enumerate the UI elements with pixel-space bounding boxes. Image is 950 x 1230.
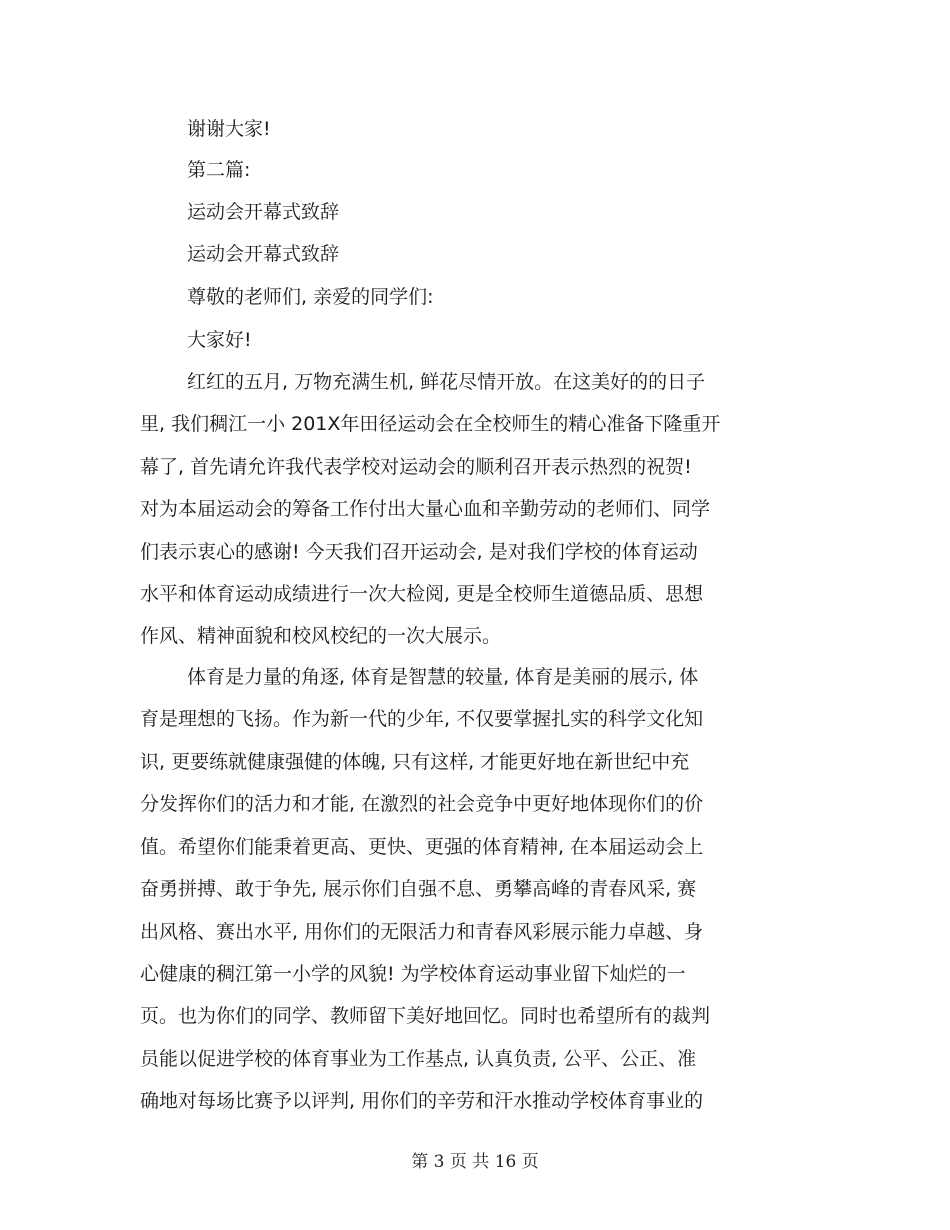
text-line: 尊敬的老师们, 亲爱的同学们: bbox=[187, 286, 434, 308]
text-line: 识, 更要练就健康强健的体魄, 只有这样, 才能更好地在新世纪中充 bbox=[140, 751, 690, 773]
text-line: 们表示衷心的感谢! 今天我们召开运动会, 是对我们学校的体育运动 bbox=[140, 541, 698, 563]
text-line: 分发挥你们的活力和才能, 在激烈的社会竞争中更好地体现你们的价 bbox=[140, 793, 704, 815]
text-line: 里, 我们稠江一小 201X年田径运动会在全校师生的精心准备下隆重开 bbox=[140, 413, 721, 435]
text-line: 水平和体育运动成绩进行一次大检阅, 更是全校师生道德品质、思想 bbox=[140, 583, 704, 605]
text-line: 第二篇: bbox=[187, 159, 251, 181]
text-line: 奋勇拼搏、敢于争先, 展示你们自强不息、勇攀高峰的青春风采, 赛 bbox=[140, 878, 697, 900]
text-line: 确地对每场比赛予以评判, 用你们的辛劳和汗水推动学校体育事业的 bbox=[140, 1090, 704, 1112]
text-line: 员能以促进学校的体育事业为工作基点, 认真负责, 公平、公正、准 bbox=[140, 1048, 697, 1070]
text-line: 体育是力量的角逐, 体育是智慧的较量, 体育是美丽的展示, 体 bbox=[187, 666, 699, 688]
text-line: 出风格、赛出水平, 用你们的无限活力和青春风彩展示能力卓越、身 bbox=[140, 921, 704, 943]
text-line: 红红的五月, 万物充满生机, 鲜花尽情开放。在这美好的的日子 bbox=[187, 371, 706, 393]
text-line: 大家好! bbox=[187, 329, 252, 351]
text-line: 心健康的稠江第一小学的风貌! 为学校体育运动事业留下灿烂的一 bbox=[140, 963, 686, 985]
text-line: 作风、精神面貌和校风校纪的一次大展示。 bbox=[140, 625, 502, 647]
text-line: 幕了, 首先请允许我代表学校对运动会的顺利召开表示热烈的祝贺! bbox=[140, 456, 692, 478]
text-line: 育是理想的飞扬。作为新一代的少年, 不仅要掌握扎实的科学文化知 bbox=[140, 708, 704, 730]
page-number-footer: 第 3 页 共 16 页 bbox=[411, 1152, 539, 1172]
text-line: 谢谢大家! bbox=[187, 118, 271, 140]
text-line: 运动会开幕式致辞 bbox=[187, 243, 340, 265]
text-line: 页。也为你们的同学、教师留下美好地回忆。同时也希望所有的裁判 bbox=[140, 1005, 711, 1027]
text-line: 对为本届运动会的筹备工作付出大量心血和辛勤劳动的老师们、同学 bbox=[140, 498, 711, 520]
text-line: 值。希望你们能秉着更高、更快、更强的体育精神, 在本届运动会上 bbox=[140, 836, 704, 858]
text-line: 运动会开幕式致辞 bbox=[187, 201, 340, 223]
